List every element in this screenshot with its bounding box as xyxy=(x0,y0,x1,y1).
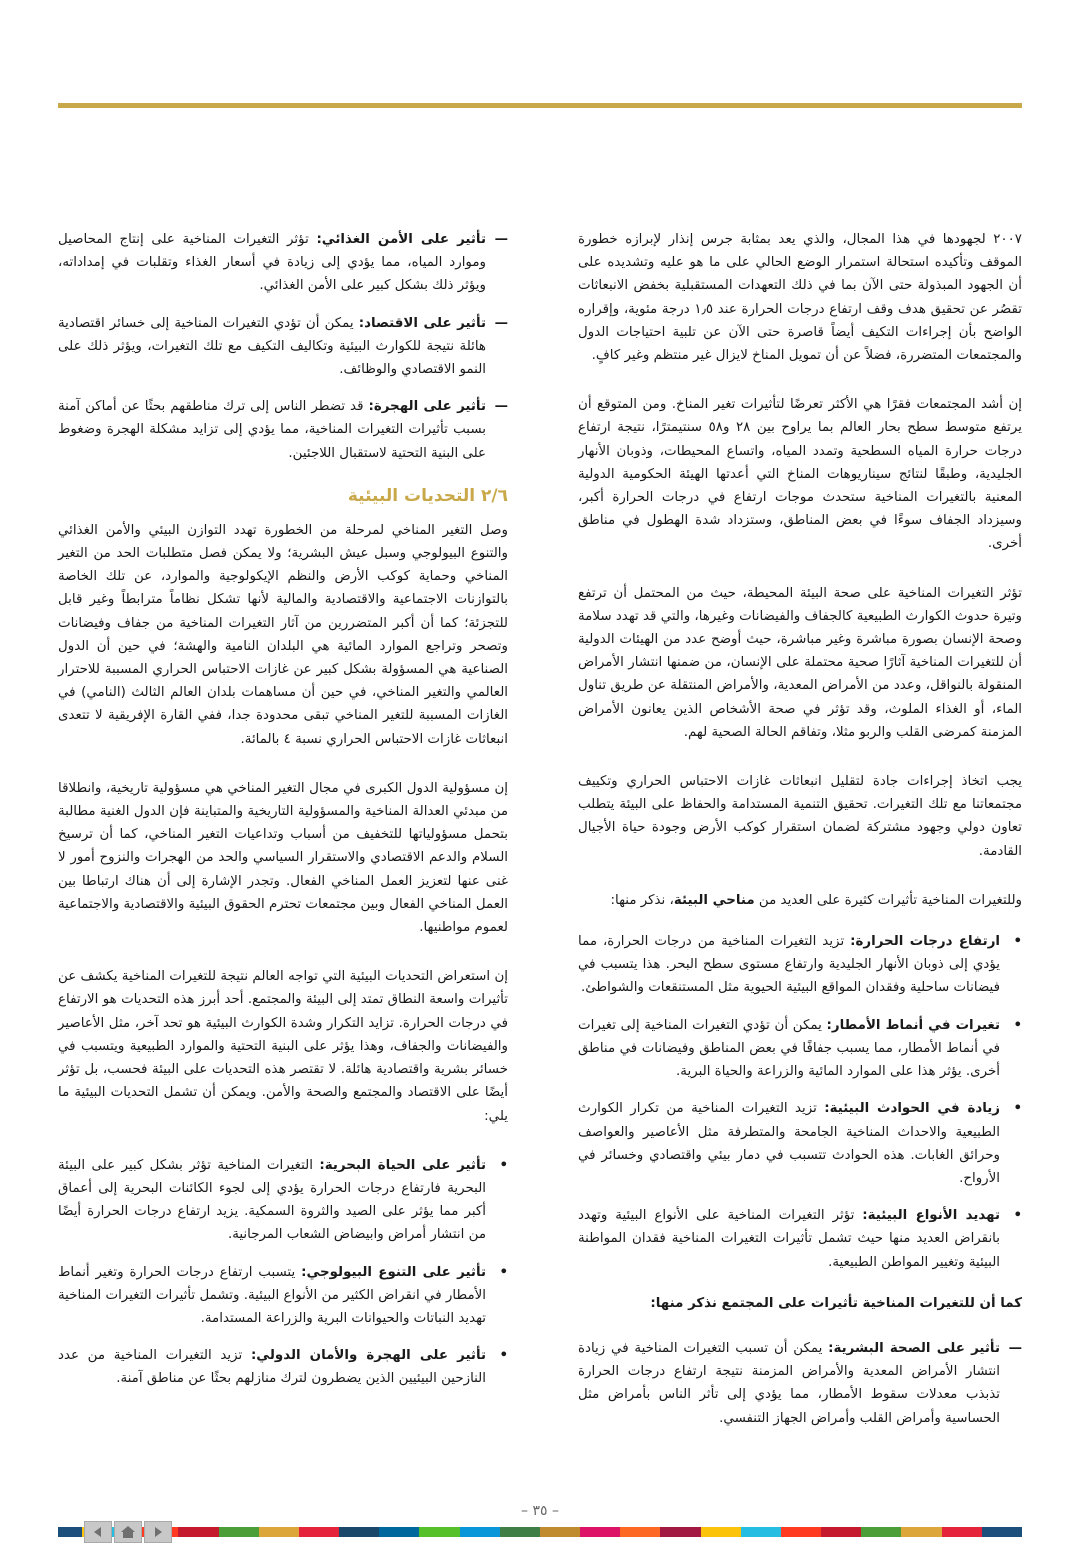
item-text: قد تضطر الناس إلى ترك مناطقهم بحثًا عن أماكن آمنة بسبب تأثيرات التغيرات المناخية، مما يؤدي إلى تزايد مشكلة الهجرة وضغوط على البنية التحتية لاستقبال اللاجئين. xyxy=(58,399,486,461)
item-title: تأثير على الهجرة: xyxy=(368,399,486,415)
arrow-left-icon xyxy=(91,1525,105,1539)
list-item xyxy=(58,312,508,382)
header-rule xyxy=(58,103,1022,108)
color-bar-segment xyxy=(620,1527,660,1537)
right-paragraph-2: إن أشد المجتمعات فقرًا هي الأكثر تعرضًا لتأثيرات تغير المناخ. ومن المتوقع أن يرتفع متوسط سطح بحار العالم بما يراوح بين ٢٨ و٥٨ سنتيمترًا، نتيجة ارتفاع درجات حرارة المياه السطحية وتمدد المياه، واتساع المحيطات، وذوبان الأنهار الجليدية، وطبقًا لنتائج سيناريوهات المناخ التي أعدتها الهيئة الحكومية الدولية المعنية بالتغيرات المناخية ستحدث موجات ارتفاع في درجات الحرارة أكبر، وسيزداد الجفاف سوءًا في بعض المناطق، وستزداد شدة الهطول في مناطق أخرى. xyxy=(578,397,1022,552)
item-text: تزيد التغيرات المناخية من تكرار الكوارث الطبيعية والاحداث المناخية الجامحة والمتطرفة مثل الأعاصير والعواصف وحرائق الغابات. هذه الحوادث تتسبب في دمار بيئي واقتصادي وخسائر في الأرواح. xyxy=(578,1101,1000,1186)
dash-mark: — xyxy=(494,399,508,415)
home-button[interactable] xyxy=(114,1521,142,1543)
color-bar-segment xyxy=(741,1527,781,1537)
color-bar-segment xyxy=(982,1527,1022,1537)
color-bar-segment xyxy=(580,1527,620,1537)
left-column xyxy=(58,228,508,1409)
list-item xyxy=(578,1337,1022,1430)
color-bar-segment xyxy=(701,1527,741,1537)
item-text: يمكن أن تؤدي التغيرات المناخية إلى تغيرات في أنماط الأمطار، مما يسبب جفافًا في بعض المناطق وفيضانات في مناطق أخرى. يؤثر هذا على الموارد المائية والزراعة والحياة البرية. xyxy=(578,1017,1000,1080)
page-navigation xyxy=(58,1519,172,1545)
bullet-mark: • xyxy=(499,1157,508,1173)
item-text: التغيرات المناخية تؤثر بشكل كبير على البيئة البحرية فارتفاع درجات الحرارة يؤدي إلى لجوء الكائنات البحرية إلى أعماق أكبر مما يؤثر على الصيد والثروة السمكية. يزيد ارتفاع درجات الحرارة أيضًا من انتشار أمراض وابيضاض الشعاب المرجانية. xyxy=(58,1157,486,1243)
item-text: تؤثر التغيرات المناخية على الأنواع البيئية وتهدد بانقراض العديد منها حيث تشمل تأثيرات التغيرات المناخية فقدان المواطنة البيئية وتغيير المواطن الطبيعية. xyxy=(578,1208,1000,1270)
color-bar-segment xyxy=(219,1527,259,1537)
right-column xyxy=(578,228,1022,1448)
color-bar-segment xyxy=(178,1527,218,1537)
section-heading: ٢/٦ التحديات البيئية xyxy=(347,485,508,506)
item-text: تزيد التغيرات المناخية من درجات الحرارة، مما يؤدي إلى ذوبان الأنهار الجليدية وارتفاع مستوى سطح البحر. هذا يتسبب في فيضانات ساحلية وفقدان المواقع البيئية الحيوية مثل المستنقعات والشواطئ. xyxy=(578,934,1000,996)
color-bar-segment xyxy=(259,1527,299,1537)
color-bar-segment xyxy=(901,1527,941,1537)
right-paragraph-3: تؤثر التغيرات المناخية على صحة البيئة المحيطة، حيث من المحتمل أن ترتفع وتيرة حدوث الكوارث الطبيعية كالجفاف والفيضانات وغيرها، والتي قد تهدد سلامة وصحة الإنسان بصورة مباشرة وغير مباشرة، حيث أوضح عدد من الهيئات الدولية أن للتغيرات المناخية آثارًا صحية محتملة على الإنسان، من ضمنها انتشار الأمراض المنقولة بالنواقل، وعدد من الأمراض المعدية، والأمراض المنتقلة عن طريق تناول الماء، أو الغذاء الملوث، وقد تؤثر في صحة الأشخاص الذين يعانون الأمراض المزمنة كمرضى القلب والربو مثلا، وتفاقم الحالة الصحية لهم. xyxy=(578,585,1022,740)
color-bar-segment xyxy=(781,1527,821,1537)
challenges-list xyxy=(58,1154,508,1391)
item-title: تأثير على الصحة البشرية: xyxy=(828,1340,1000,1356)
page-number: – ٣٥ – xyxy=(521,1503,559,1519)
item-title: تأثير على الهجرة والأمان الدولي: xyxy=(250,1348,487,1364)
color-bar-segment xyxy=(821,1527,861,1537)
item-text: تؤثر التغيرات المناخية على إنتاج المحاصيل وموارد المياه، مما يؤدي إلى زيادة في أسعار الغذاء وتقلبات في إمداداته، ويؤثر ذلك بشكل كبير على الأمن الغذائي. xyxy=(58,232,486,294)
item-title: تأثير على الحياة البحرية: xyxy=(319,1157,487,1173)
item-text: تزيد التغيرات المناخية من عدد النازحين البيئيين الذين يضطرون لترك منازلهم بحثًا عن مناطق آمنة. xyxy=(58,1348,486,1387)
dash-mark: — xyxy=(1008,1340,1022,1356)
list-item xyxy=(58,395,508,465)
bullet-mark: • xyxy=(1013,1101,1022,1117)
color-bar-segment xyxy=(660,1527,700,1537)
list-item xyxy=(58,1154,508,1247)
nav-block xyxy=(58,1527,82,1537)
color-bar xyxy=(58,1527,1022,1537)
bullet-mark: • xyxy=(1013,1208,1022,1224)
item-title: تغيرات في أنماط الأمطار: xyxy=(826,1017,1001,1033)
item-title: تأثير على الأمن الغذائي: xyxy=(316,232,486,247)
left-paragraph-2: إن مسؤولية الدول الكبرى في مجال التغير المناخي هي مسؤولية تاريخية، وانطلاقا من مبدئي العدالة المناخية والمسؤولية التاريخية والمتباينة فإن الدول الغنية مطالبة بتحمل مسؤولياتها للتخفيف من أسباب وتداعيات التغير المناخي، كما أن ترسيخ السلام والدعم الاقتصادي والاستقرار السياسي والحد من الهجرات والنزوح أمور لا غنى عنها لتعزيز العمل المناخي الفعال. وتجدر الإشارة إلى أن هناك ارتباطا بين العمل المناخي الفعال وبين مجتمعات تحترم الحقوق البيئية والاقتصادية والاجتماعية لعموم مواطنيها. xyxy=(58,780,508,936)
home-icon xyxy=(120,1525,136,1539)
right-paragraph-4: يجب اتخاذ إجراءات جادة لتقليل انبعاثات غازات الاحتباس الحراري وتكييف مجتمعاتنا مع تلك التغيرات. تحقيق التنمية المستدامة والحفاظ على البيئة يتطلب تعاون دولي وجهود مشتركة لضمان استقرار كوكب الأرض وجودة حياة الأجيال القادمة. xyxy=(578,774,1022,859)
color-bar-segment xyxy=(942,1527,982,1537)
arrow-right-icon xyxy=(151,1525,165,1539)
next-page-button[interactable] xyxy=(144,1521,172,1543)
env-intro-bold: مناحي البيئة xyxy=(673,892,755,908)
right-paragraph-1: ٢٠٠٧ لجهودها في هذا المجال، والذي يعد بمثابة جرس إنذار لإبرازه خطورة الموقف وتأكيده استحالة استمرار الوضع الحالي على ما هو عليه وتشديده على أن الجهود المبذولة حتى الآن بما في ذلك التعهدات المستقبلية بخفض الانبعاثات تقصُر عن تحقيق هدف وقف ارتفاع درجات الحرارة عند ١٫٥ درجة مئوية، وإقراره الواضح بأن إجراءات التكيف أيضاً قاصرة حتى الآن عن تلبية احتياجات الدول والمجتمعات المتضررة، فضلاً عن أن تمويل المناخ لايزال غير منتظم وغير كافٍ. xyxy=(578,232,1022,364)
dash-mark: — xyxy=(494,315,508,331)
society-impacts-list-continued xyxy=(58,228,508,465)
color-bar-segment xyxy=(861,1527,901,1537)
list-item xyxy=(578,1204,1022,1274)
bullet-mark: • xyxy=(1013,934,1022,950)
env-intro xyxy=(578,889,1022,912)
color-bar-segment xyxy=(299,1527,339,1537)
bullet-mark: • xyxy=(1013,1017,1022,1033)
item-title: تأثير على الاقتصاد: xyxy=(358,315,487,331)
color-bar-segment xyxy=(460,1527,500,1537)
list-item xyxy=(578,1014,1022,1084)
item-title: تأثير على التنوع البيولوجي: xyxy=(301,1264,486,1280)
item-title: تهديد الأنواع البيئية: xyxy=(862,1208,1000,1224)
list-item xyxy=(58,1344,508,1390)
list-item xyxy=(58,228,508,298)
item-text: يتسبب ارتفاع درجات الحرارة وتغير أنماط الأمطار في انقراض الكثير من الأنواع البيئية. وتشمل تأثيرات التغيرات المناخية تهديد النباتات والحيوانات البرية والزراعة المستدامة. xyxy=(58,1264,486,1326)
left-paragraph-3: إن استعراض التحديات البيئية التي تواجه العالم نتيجة للتغيرات المناخية يكشف عن تأثيرات واسعة النطاق تمتد إلى البيئة والمجتمع. أحد أبرز هذه التحديات هو الارتفاع في درجات الحرارة. تزايد التكرار وشدة الكوارث البيئية هو تحد آخر، مثل الأعاصير والفيضانات والجفاف، وهذا يؤثر على البنية التحتية والموارد الطبيعية ويتسبب في خسائر بشرية واقتصادية هائلة. لا تقتصر هذه التحديات على البيئة فحسب، بل تؤثر أيضًا على الاقتصاد والمجتمع والصحة والأمن. ويمكن أن تشمل التحديات البيئية ما يلي: xyxy=(58,969,508,1124)
item-text: يمكن أن تؤدي التغيرات المناخية إلى خسائر اقتصادية هائلة نتيجة للكوارث البيئية وتكاليف التكيف مع تلك التغيرات، ويؤثر ذلك على النمو الاقتصادي والوظائف. xyxy=(58,315,486,378)
color-bar-segment xyxy=(540,1527,580,1537)
list-item xyxy=(578,1097,1022,1190)
bullet-mark: • xyxy=(499,1348,508,1364)
dash-mark: — xyxy=(494,232,508,247)
society-heading: كما أن للتغيرات المناخية تأثيرات على المجتمع نذكر منها: xyxy=(650,1295,1022,1311)
society-impacts-list xyxy=(578,1337,1022,1430)
env-impacts-list xyxy=(578,930,1022,1274)
item-title: زيادة في الحوادث البيئية: xyxy=(824,1101,1000,1117)
color-bar-segment xyxy=(379,1527,419,1537)
left-paragraph-1: وصل التغير المناخي لمرحلة من الخطورة تهدد التوازن البيئي والأمن الغذائي والتنوع البيولوجي وسبل عيش البشرية؛ ولا يمكن فصل متطلبات الحد من التغير المناخي وحماية كوكب الأرض والنظم الإيكولوجية والموارد، عن تلك الخاصة بالتوازنات الاجتماعية والاقتصادية والمالية لأنها تشكل نظاماً مترابطاً وغير قابل للتجزئة؛ كما أن أكبر المتضررين من آثار التغيرات المناخية من جفاف وفيضانات وتصحر وتراجع الموارد المائية هي البلدان النامية والهشة؛ في حين أن الدول الصناعية هي المسؤولة بشكل كبير عن غازات الاحتباس الحراري المسببة للاحترار العالمي والتغير المناخي، في حين أن مساهمات بلدان العالم الثالث (النامي) في الغازات المسببة للتغير المناخي تبقى محدودة جدا، ففي القارة الإفريقية لا تتعدى انبعاثات غازات الاحتباس الحراري نسبة ٤ بالمائة. xyxy=(58,522,508,747)
list-item xyxy=(58,1261,508,1331)
color-bar-segment xyxy=(500,1527,540,1537)
prev-page-button[interactable] xyxy=(84,1521,112,1543)
env-intro-prefix: وللتغيرات المناخية تأثيرات كثيرة على العديد من xyxy=(754,892,1022,908)
env-intro-suffix: ، نذكر منها: xyxy=(610,892,674,908)
item-title: ارتفاع درجات الحرارة: xyxy=(850,934,1000,950)
color-bar-segment xyxy=(419,1527,459,1537)
bullet-mark: • xyxy=(499,1264,508,1280)
item-text: يمكن أن تسبب التغيرات المناخية في زيادة انتشار الأمراض المعدية والأمراض المزمنة نتيجة ارتفاع درجات الحرارة تذبذب معدلات سقوط الأمطار، مما يؤدي إلى تأثر الناس بأمراض مثل الحساسية وأمراض القلب وأمراض الجهاز التنفسي. xyxy=(578,1340,1000,1426)
color-bar-segment xyxy=(339,1527,379,1537)
list-item xyxy=(578,930,1022,1000)
